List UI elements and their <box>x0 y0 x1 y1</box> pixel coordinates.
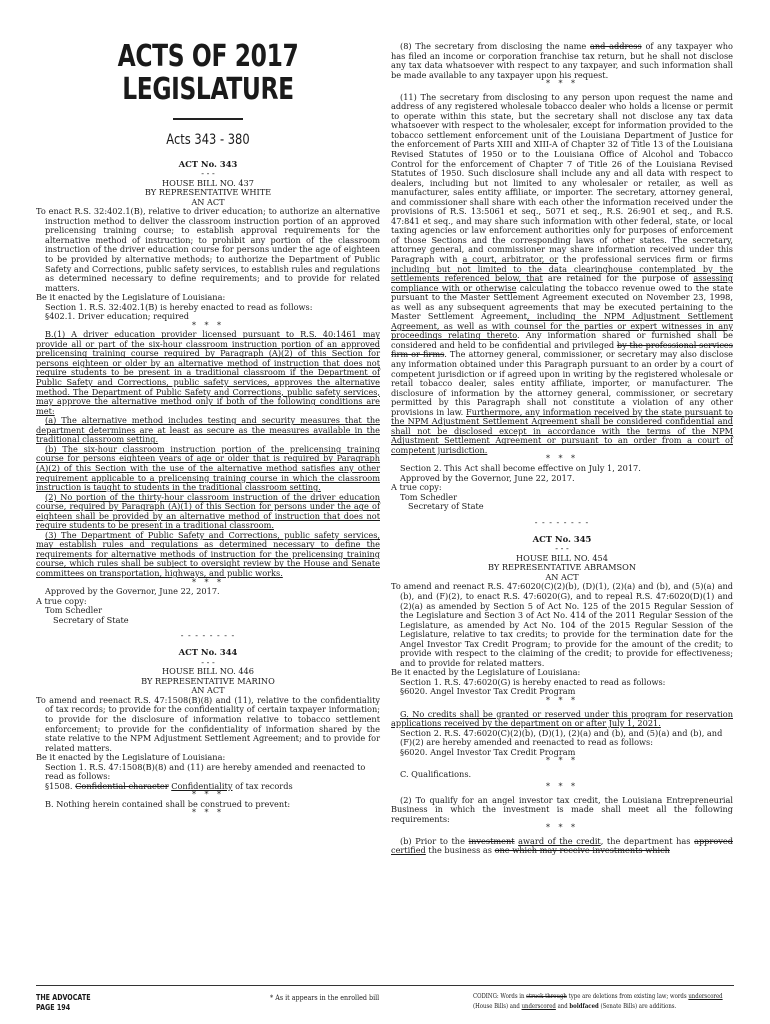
act-343-paragraph-b2: (2) No portion of the thirty-hour classroom instruction of the driver education course, required by Paragraph (A)(1) of this Section for persons under the age of eighteen shall be provided by an alternative method of instruction that does not require students to be present in a traditional classroom. <box>36 491 380 531</box>
left-column <box>36 40 380 818</box>
act-345-paragraph-c2b <box>391 837 733 856</box>
b11-struck-1: by the professional services firm or firms <box>391 339 733 360</box>
act-343-true-copy: A true copy: <box>36 595 87 606</box>
act-345-sponsor: BY REPRESENTATIVE ABRAMSON <box>488 562 636 573</box>
footer-divider <box>36 985 734 986</box>
footer-publication <box>36 993 91 1012</box>
b11-text-c: are retained for the purpose of <box>547 273 689 284</box>
act-344-section-2: Section 2. This Act shall become effective on July 1, 2017. <box>400 462 641 473</box>
footer-note: * As it appears in the enrolled bill <box>270 993 380 1002</box>
coding-text-b: type are deletions from existing law; words <box>568 992 687 1000</box>
act-345-number: ACT No. 345 <box>532 533 592 544</box>
acts-range: Acts 343 - 380 <box>166 131 250 148</box>
act-344-signer: Tom Schedler <box>400 491 458 502</box>
act-343-dash: - - - <box>201 168 215 179</box>
c2b-underline-1: award of the credit <box>518 835 601 846</box>
act-343-paragraph-b3: (3) The Department of Public Safety and Corrections, public safety services, may establish rules and regulations as determined necessary to define the requirements for alternative methods of instruction for the prelicensing training course, which rules shall be subject to oversight review by the House and Senate committees on transportation, highways, and public works. <box>36 529 380 578</box>
act-345-section-1: Section 1. R.S. 47:6020(G) is hereby enacted to read as follows: <box>400 676 666 687</box>
act-343-paragraph-bb: (b) The six-hour classroom instruction portion of the prelicensing training course for persons eighteen years of age or older that is required by Paragraph (A)(2) of this Section with the use of the alternative method satisfies any other requirement applicable to a prelicensing training course in which the classroom instruction is taught to students in the traditional classroom setting. <box>36 443 380 493</box>
act-344-approved: Approved by the Governor, June 22, 2017. <box>400 472 575 483</box>
b11-underline-3: assessing compliance with or otherwise <box>391 273 734 293</box>
act-344-title-text: To amend and reenact R.S. 47:1508(B)(8) and (11), relative to the confidentiality of tax records; to provide for the confidentiality of certain taxpayer information; to provide for the disclosure of information relative to tobacco settlement enforcement; to provide for the confidentiality of information shared by the state relative to the NPM Adjustment Settlement Agreement; and to provide for related matters. <box>36 694 380 753</box>
act-343-sponsor: BY REPRESENTATIVE WHITE <box>144 187 272 198</box>
coding-text-d: and <box>557 1002 568 1010</box>
act-345-paragraph-c2: (2) To qualify for an angel investor tax credit, the Louisiana Entrepreneurial Business in which the investment is made shall meet all the following requirements: <box>391 794 733 824</box>
act-343-section-heading: §402.1. Driver education; required <box>45 311 190 322</box>
right-column <box>391 42 733 856</box>
act-344-paragraph-b: B. Nothing herein contained shall be construed to prevent: <box>45 798 291 809</box>
b11-underline-4: , including the NPM Adjustment Settlement Agreement, as well as with counsel for the parties or expert witnesses in any proceedings relating thereto <box>391 311 734 341</box>
b11-text-e: . Any information shared or furnished shall be considered and held to be confidential and privileged <box>391 330 733 350</box>
act-344-enacting-clause: Be it enacted by the Legislature of Louisiana: <box>36 752 226 763</box>
title-line-2: LEGISLATURE <box>122 72 294 107</box>
c2b-text-c: the business as <box>428 845 492 856</box>
act-345-bill: HOUSE BILL NO. 454 <box>516 552 608 563</box>
paragraph-b8 <box>391 42 733 80</box>
act-343-separator: - - - - - - - - <box>180 631 236 641</box>
act-345-title-text: To amend and reenact R.S. 47:6020(C)(2)(b), (D)(1), (2)(a) and (b), and (5)(a) and (b), and (F)(2), to enact R.S. 47:6020(G), and to repeal R.S. 47:6020(D)(1) and (2)(a) as amended by Section 5 of Act No. 125 of the 2015 Regular Session of the Legislature and Section 3 of Act No. 414 of the 2011 Regular Session of the Legislature, as amended by Act No. 104 of the 2015 Regular Session of the Legislature, relative to tax credits; to provide for the termination date for the Angel Investor Tax Credit Program; to provide for the amount of the credit; to provide with respect to the claiming of the credit; to provide for effectiveness; and to provide for related matters. <box>391 581 733 668</box>
act-344-section-1: Section 1. R.S. 47:1508(B)(8) and (11) are hereby amended and reenacted to read as follows: <box>45 761 366 782</box>
right-stars-1: * * * <box>545 79 579 89</box>
b8-text-a: (8) The secretary from disclosing the name <box>400 41 587 51</box>
c2b-text-b: , the department has <box>600 835 691 846</box>
b11-text-a: (11) The secretary from disclosing to any person upon request the name and address of any registered wholesale tobacco dealer who holds a license or permit to operate within this state, but the secretary shall not disclose any tax data whatsoever with respect to the wholesaler, except for information provided to the tobacco settlement enforcement unit of the Louisiana Department of Justice for the enforcement of Parts XIII and XIII-A of Chapter 32 of Title 13 of the Louisiana Revised Statutes of 1950 or to the Louisiana Office of Alcohol and Tobacco Control for the enforcement of Chapter 7 of Title 26 of the Louisiana Revised Statutes of 1950. Such disclosure shall include any and all data with respect to dealers, including but not limited to any wholesaler or retailer, as well as manufacturer, sales entity affiliate, or importer. The secretary, attorney general, and commissioner shall share with each other the information received under the provisions of R.S. 13:5061 et seq., 5071 et seq., R.S. 26:901 et seq., and R.S. 47:841 et seq., and may share such information with other federal, state, or local taxing agencies or law enforcement authorities only for purposes of enforcement of those Sections and the corresponding laws of other states. The secretary, attorney general, and commissioner may share information received under this Paragraph with <box>391 91 733 264</box>
act-344-stars-1: * * * <box>191 790 225 800</box>
act-344-dash: - - - <box>201 656 215 667</box>
b11-underline-5: Furthermore, any information received by the state pursuant to the NPM Adjustment Settlement Agreement shall be considered confidential and shall not be disclosed except in accordance with the terms of the NPM Adjustment Settlement Agreement or pursuant to an order from a court of competent jurisdiction. <box>391 406 733 455</box>
act-343-signer-title: Secretary of State <box>53 614 129 625</box>
coding-text-c: (House Bills) and <box>473 1002 520 1010</box>
title-line-1: ACTS OF 2017 <box>117 39 299 74</box>
act-343-approved: Approved by the Governor, June 22, 2017. <box>45 586 220 597</box>
footer-coding-legend <box>473 991 733 1011</box>
act-345-section-heading-2: §6020. Angel Investor Tax Credit Program <box>400 746 576 757</box>
title-divider <box>173 118 243 120</box>
c2b-underline-2: certified <box>391 845 426 856</box>
paragraph-b11 <box>391 93 733 456</box>
coding-text-a: CODING: Words in <box>473 992 525 1000</box>
act-344-heading-suffix: of tax records <box>235 780 293 791</box>
act-345-stars-2: * * * <box>545 756 579 766</box>
act-344-heading-new: Confidentiality <box>171 780 233 791</box>
act-345-paragraph-c: C. Qualifications. <box>400 768 472 779</box>
b8-struck: and address <box>589 41 642 51</box>
b11-underline-2: including but not limited to the data clearinghouse contemplated by the settlements referenced below, that <box>391 263 733 284</box>
c2b-text-a: (b) Prior to the <box>400 835 465 846</box>
publication-name: THE ADVOCATE <box>36 993 91 1002</box>
act-343-paragraph-b1: B.(1) A driver education provider licensed pursuant to R.S. 40:1461 may provide all or part of the six-hour classroom instruction portion of an approved prelicensing training course required by Paragraph (A)(2) of this Section for persons eighteen or older by an alternative method of instruction that does not require students to be present in a traditional classroom if the Department of Public Safety and Corrections, public safety services, approves the alternative method. The Department of Public Safety and Corrections, public safety services, may approve the alternative method only if both of the following conditions are met: <box>36 329 380 416</box>
act-345-an-act: AN ACT <box>545 571 579 582</box>
act-343-paragraph-ba: (a) The alternative method includes testing and security measures that the department determines are at least as secure as the measures available in the traditional classroom setting. <box>36 415 380 445</box>
act-343-signer: Tom Schedler <box>45 605 103 616</box>
c2b-struck-1: investment <box>468 835 515 846</box>
act-345-enacting-clause: Be it enacted by the Legislature of Louisiana: <box>391 667 581 678</box>
c2b-struck-2: approved <box>694 835 733 846</box>
act-343-number: ACT No. 343 <box>178 158 238 169</box>
act-344-an-act: AN ACT <box>191 685 225 696</box>
act-345-paragraph-g: G. No credits shall be granted or reserved under this program for reservation applications received by the department on or after July 1, 2021. <box>391 708 733 729</box>
act-344-sponsor: BY REPRESENTATIVE MARINO <box>141 675 275 686</box>
act-343-an-act: AN ACT <box>191 196 225 207</box>
act-344-heading-prefix: §1508. <box>45 780 73 791</box>
act-343-stars-1: * * * <box>191 320 225 330</box>
coding-underscored-2: underscored <box>521 1002 556 1010</box>
coding-struck: struck through <box>526 992 567 1000</box>
act-345-dash: - - - <box>555 543 569 554</box>
act-345-stars-3: * * * <box>545 782 579 792</box>
act-344-signer-title: Secretary of State <box>408 501 484 512</box>
act-343-enacting-clause: Be it enacted by the Legislature of Louisiana: <box>36 292 226 303</box>
act-344-number: ACT No. 344 <box>178 647 238 658</box>
right-stars-2: * * * <box>545 454 579 464</box>
coding-text-e: (Senate Bills) are additions. <box>600 1002 677 1010</box>
coding-underscored: underscored <box>688 992 723 1000</box>
act-344-true-copy: A true copy: <box>391 482 442 493</box>
act-343-bill: HOUSE BILL NO. 437 <box>162 177 254 188</box>
act-344-heading-struck: Confidential character <box>75 780 169 791</box>
c2b-struck-3: one which may receive investments which <box>494 845 670 856</box>
b11-text-b: the professional services firm or firms <box>563 253 733 264</box>
b11-text-f: . The attorney general, commissioner, or secretary may also disclose any information obtained under this Paragraph pursuant to an order by a court of competent jurisdiction or if agreed upon in writing by the registered wholesale or retail tobacco dealer, sales entity affiliate, importer, or manufacturer. The disclosure of information by the attorney general, commissioner, or secretary permitted by this Paragraph shall not constitute a violation of any other provisions in law. <box>391 349 734 417</box>
act-343-section-1: Section 1. R.S. 32:402.1(B) is hereby enacted to read as follows: <box>45 301 313 312</box>
act-344-bill: HOUSE BILL NO. 446 <box>162 666 254 677</box>
act-344-separator: - - - - - - - - <box>534 517 590 527</box>
act-343-stars-2: * * * <box>191 577 225 587</box>
act-345-section-2: Section 2. R.S. 47:6020(C)(2)(b), (D)(1), (2)(a) and (b), and (5)(a) and (b), and (F)(2) are hereby amended and reenacted to read as follows: <box>400 727 723 748</box>
act-345-stars-1: * * * <box>545 696 579 705</box>
page-title <box>74 40 342 106</box>
b11-underline-1: a court, arbitrator, or <box>462 253 559 264</box>
act-343-title-text: To enact R.S. 32:402.1(B), relative to driver education; to authorize an alternative instruction method to deliver the classroom instruction portion of an approved prelicensing training course; to establish approval requirements for the alternative method of instruction; to prohibit any portion of the classroom instruction of the driver education course for persons under the age of eighteen to be provided by alternative methods; to authorize the Department of Public Safety and Corrections, public safety services, to establish rules and regulations as determined necessary to define requirements; and to provide for related matters. <box>36 206 380 293</box>
page-number: PAGE 194 <box>36 1002 71 1012</box>
act-345-stars-4: * * * <box>545 823 579 833</box>
act-344-stars-2: * * * <box>191 808 225 818</box>
b11-text-d: calculating the tobacco revenue owed to the state pursuant to the Master Settlement Agreement executed on November 23, 1998, as well as any subsequent agreements that may be executed pertaining to the Master Settlement Agreement <box>391 282 734 322</box>
b8-text-b: of any taxpayer who has filed an income or corporation franchise tax return, but he shall not disclose any tax data whatsoever with respect to any taxpayer, and such information shall be made available to any taxpayer upon his request. <box>391 41 733 80</box>
coding-bold: boldfaced <box>569 1002 599 1010</box>
act-345-section-heading-1: §6020. Angel Investor Tax Credit Program <box>400 686 576 697</box>
